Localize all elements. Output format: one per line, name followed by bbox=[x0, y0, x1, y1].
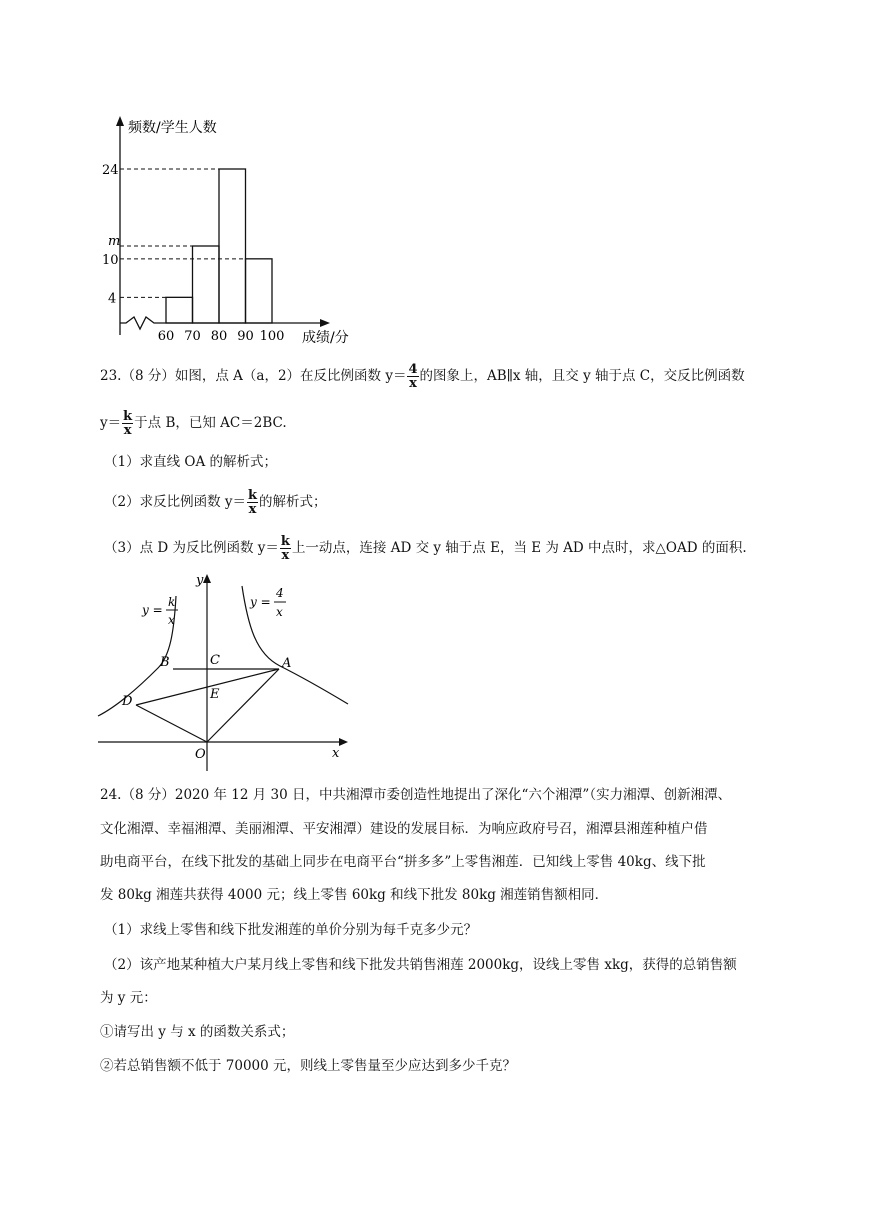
segment-do bbox=[136, 705, 207, 742]
q23-part3-text-a: （3）点 D 为反比例函数 y＝ bbox=[104, 540, 279, 556]
q24-sub1: ①请写出 y 与 x 的函数关系式； bbox=[100, 1024, 295, 1040]
histogram-bar bbox=[166, 297, 193, 323]
x-tick-label: 90 bbox=[237, 329, 254, 344]
q24-part1: （1）求线上零售和线下批发湘莲的单价分别为每千克多少元？ bbox=[104, 922, 478, 938]
q23-line1-text-a: 23.（8 分）如图，点 A（a，2）在反比例函数 y＝ bbox=[100, 368, 407, 384]
x-tick-label: 60 bbox=[157, 329, 175, 344]
fraction-denominator: x bbox=[409, 376, 417, 391]
q24-part2-cont: 为 y 元： bbox=[100, 990, 157, 1006]
q23-part2-text-a: （2）求反比例函数 y＝ bbox=[104, 494, 247, 510]
y-axis-arrow-icon bbox=[203, 574, 211, 583]
fraction-denominator: x bbox=[281, 548, 290, 563]
q24-line2: 文化湘潭、幸福湘潭、美丽湘潭、平安湘潭）建设的发展目标．为响应政府号召，湘潭县湘莲种植户借 bbox=[100, 821, 708, 837]
q23-part3-fraction bbox=[280, 535, 291, 562]
left-eq-num: k bbox=[168, 595, 176, 609]
point-c-label: C bbox=[210, 653, 220, 668]
point-a-label: A bbox=[282, 656, 292, 671]
q23-part1: （1）求直线 OA 的解析式； bbox=[104, 454, 277, 470]
fraction-numerator: 4 bbox=[408, 362, 418, 377]
fraction-denominator: x bbox=[248, 502, 257, 517]
q23-figure bbox=[96, 566, 356, 776]
y-tick-label: 10 bbox=[102, 252, 119, 268]
histogram-bar bbox=[193, 246, 220, 323]
q23-part3-text-b: 上一动点，连接 AD 交 y 轴于点 E，当 E 为 AD 中点时，求△OAD 的面积. bbox=[291, 540, 747, 556]
x-tick-label: 70 bbox=[184, 329, 201, 344]
histogram-bar bbox=[246, 259, 273, 323]
x-tick-label: 100 bbox=[259, 329, 285, 344]
x-axis-arrow-icon bbox=[320, 319, 330, 327]
y-tick-label: m bbox=[108, 234, 121, 249]
q23-part2-fraction bbox=[247, 489, 258, 516]
q23-line2-text-a: y＝ bbox=[100, 415, 122, 431]
q23-fraction-k-over-x bbox=[122, 410, 133, 437]
right-eq-num: 4 bbox=[276, 586, 284, 600]
fraction-numerator: k bbox=[248, 488, 258, 503]
axis-x-label: x bbox=[332, 746, 340, 761]
left-eq-den: x bbox=[168, 613, 175, 627]
right-eq-prefix: y = bbox=[250, 595, 271, 609]
histogram-bar bbox=[219, 169, 246, 323]
left-eq-prefix: y = bbox=[142, 603, 163, 617]
axis-y-label: y bbox=[196, 573, 204, 588]
q23-line2-text-b: 于点 B，已知 AC＝2BC. bbox=[134, 415, 287, 431]
q23-part3 bbox=[104, 535, 747, 562]
q23-part2 bbox=[104, 489, 327, 516]
q23-line2 bbox=[100, 410, 287, 437]
histogram-chart bbox=[90, 110, 390, 350]
q24-part2: （2）该产地某种植大户某月线上零售和线下批发共销售湘莲 2000kg，设线上零售 xkg，获得的总销售额 bbox=[104, 957, 737, 973]
x-tick-label: 80 bbox=[210, 329, 228, 344]
point-d-label: D bbox=[122, 694, 133, 709]
fraction-numerator: k bbox=[123, 409, 133, 424]
q24-sub2: ②若总销售额不低于 70000 元，则线上零售量至少应达到多少千克？ bbox=[100, 1058, 517, 1074]
right-eq-den: x bbox=[276, 605, 283, 619]
fraction-numerator: k bbox=[280, 534, 290, 549]
q23-line1-text-b: 的图象上，AB∥x 轴，且交 y 轴于点 C，交反比例函数 bbox=[419, 368, 745, 384]
point-b-label: B bbox=[160, 655, 170, 670]
segment-oa bbox=[207, 669, 279, 742]
q23-part2-text-b: 的解析式； bbox=[259, 494, 327, 510]
fraction-denominator: x bbox=[123, 423, 132, 438]
x-axis-arrow-icon bbox=[339, 738, 348, 746]
q23-line1 bbox=[100, 363, 745, 390]
x-axis-label: 成绩/分 bbox=[302, 330, 349, 346]
y-axis-arrow-icon bbox=[116, 116, 124, 126]
point-e-label: E bbox=[210, 687, 220, 702]
q24-line4: 发 80kg 湘莲共获得 4000 元；线上零售 60kg 和线下批发 80kg 湘莲销售额相同． bbox=[100, 887, 609, 903]
q23-fraction-4-over-x bbox=[407, 363, 418, 390]
y-tick-label: 24 bbox=[102, 163, 119, 178]
q24-line3: 助电商平台，在线下批发的基础上同步在电商平台“拼多多”上零售湘莲．已知线上零售 40kg、线下批 bbox=[100, 854, 706, 870]
point-o-label: O bbox=[195, 747, 206, 762]
y-tick-label: 4 bbox=[108, 291, 117, 307]
y-axis-label: 频数/学生人数 bbox=[128, 120, 217, 136]
q24-line1: 24.（8 分）2020 年 12 月 30 日，中共湘潭市委创造性地提出了深化“六个湘潭”（实力湘潭、创新湘潭、 bbox=[100, 787, 732, 803]
